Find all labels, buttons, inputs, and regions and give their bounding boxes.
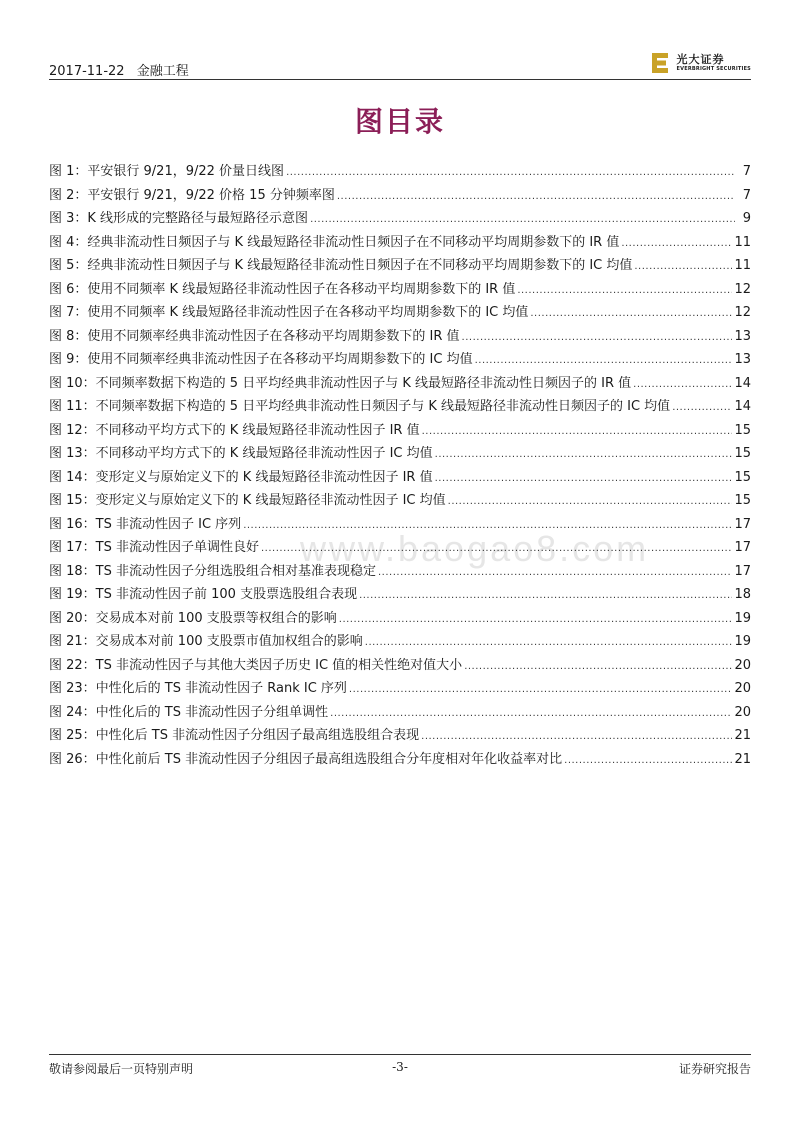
toc-entry-page[interactable]: 7 (742, 164, 751, 179)
toc-entry-label[interactable]: 图 19：TS 非流动性因子前 100 支股票选股组合表现 (49, 587, 358, 602)
toc-entry[interactable] (49, 466, 751, 490)
toc-entry-label[interactable]: 图 7：使用不同频率 K 线最短路径非流动性因子在各移动平均周期参数下的 IC 均值 (49, 305, 529, 320)
toc-entry-label[interactable]: 图 3：K 线形成的完整路径与最短路径示意图 (49, 211, 309, 226)
toc-entry[interactable] (49, 395, 751, 419)
toc-entry[interactable] (49, 536, 751, 560)
toc-dot-leader (517, 285, 732, 296)
toc-entry-label[interactable]: 图 24：中性化后的 TS 非流动性因子分组单调性 (49, 704, 329, 720)
toc-dot-leader (462, 332, 733, 343)
toc-dot-leader (633, 379, 732, 390)
toc-entry-page[interactable]: 13 (734, 352, 751, 367)
toc-dot-leader (621, 238, 732, 249)
header-divider (49, 79, 751, 80)
page-title: 图目录 (354, 105, 445, 138)
toc-entry-label[interactable]: 图 4：经典非流动性日频因子与 K 线最短路径非流动性日频因子在不同移动平均周期参数下的 IR 值 (49, 234, 620, 250)
toc-entry-label[interactable]: 图 2：平安银行 9/21，9/22 价格 15 分钟频率图 (49, 187, 335, 203)
footer-divider (49, 1054, 751, 1055)
toc-dot-leader (564, 755, 732, 766)
toc-entry-label[interactable]: 图 1：平安银行 9/21，9/22 价量日线图 (49, 164, 285, 179)
toc-entry[interactable] (49, 583, 751, 607)
toc-entry[interactable] (49, 442, 751, 466)
toc-dot-leader (475, 355, 733, 366)
toc-entry-page[interactable]: 18 (734, 587, 751, 602)
toc-dot-leader (448, 496, 733, 507)
toc-entry-page[interactable]: 21 (734, 751, 751, 767)
page-header (49, 52, 751, 80)
toc-entry-page[interactable]: 14 (734, 399, 751, 414)
toc-entry-page[interactable]: 7 (742, 187, 751, 203)
toc-entry[interactable] (49, 254, 751, 278)
toc-entry[interactable] (49, 325, 751, 349)
toc-dot-leader (530, 308, 732, 319)
toc-entry-label[interactable]: 图 18：TS 非流动性因子分组选股组合相对基准表现稳定 (49, 563, 376, 579)
toc-entry-page[interactable]: 12 (734, 305, 751, 320)
toc-entry-label[interactable]: 图 6：使用不同频率 K 线最短路径非流动性因子在各移动平均周期参数下的 IR 值 (49, 281, 516, 297)
toc-entry-label[interactable]: 图 15：变形定义与原始定义下的 K 线最短路径非流动性因子 IC 均值 (49, 493, 446, 508)
toc-dot-leader (464, 661, 732, 672)
toc-dot-leader (365, 637, 733, 648)
toc-entry[interactable] (49, 513, 751, 537)
toc-entry[interactable] (49, 207, 751, 231)
toc-entry[interactable] (49, 372, 751, 396)
toc-entry-page[interactable]: 19 (734, 634, 751, 649)
toc-entry-page[interactable]: 17 (734, 563, 751, 579)
toc-entry-page[interactable]: 15 (734, 422, 751, 438)
toc-dot-leader (261, 543, 732, 554)
toc-dot-leader (378, 567, 732, 578)
footer-page-number: -3- (392, 1060, 408, 1074)
toc-dot-leader (421, 731, 732, 742)
toc-entry-label[interactable]: 图 23：中性化后的 TS 非流动性因子 Rank IC 序列 (49, 681, 347, 696)
toc-entry[interactable] (49, 348, 751, 372)
toc-dot-leader (672, 402, 732, 413)
toc-entry-page[interactable]: 20 (734, 704, 751, 720)
toc-entry-page[interactable]: 19 (734, 610, 751, 626)
toc-entry-label[interactable]: 图 26：中性化前后 TS 非流动性因子分组因子最高组选股组合分年度相对年化收益率对比 (49, 751, 563, 767)
toc-dot-leader (339, 614, 733, 625)
toc-entry-page[interactable]: 20 (734, 681, 751, 696)
toc-entry-label[interactable]: 图 12：不同移动平均方式下的 K 线最短路径非流动性因子 IR 值 (49, 422, 420, 438)
toc-entry-page[interactable]: 11 (734, 234, 751, 250)
toc-dot-leader (359, 590, 732, 601)
toc-entry[interactable] (49, 419, 751, 443)
toc-entry[interactable] (49, 560, 751, 584)
toc-entry-label[interactable]: 图 14：变形定义与原始定义下的 K 线最短路径非流动性因子 IR 值 (49, 469, 433, 485)
toc-entry-page[interactable]: 9 (742, 211, 751, 226)
toc-entry-label[interactable]: 图 20：交易成本对前 100 支股票等权组合的影响 (49, 610, 337, 626)
toc-entry-label[interactable]: 图 9：使用不同频率经典非流动性因子在各移动平均周期参数下的 IC 均值 (49, 352, 473, 367)
toc-entry-page[interactable]: 11 (734, 258, 751, 273)
toc-entry[interactable] (49, 654, 751, 678)
toc-entry-page[interactable]: 13 (734, 328, 751, 344)
toc-entry-label[interactable]: 图 11：不同频率数据下构造的 5 日平均经典非流动性日频因子与 K 线最短路径非流动性日频因子的 IC 均值 (49, 399, 671, 414)
toc-dot-leader (422, 426, 733, 437)
report-date: 2017-11-22 (49, 64, 125, 79)
toc-entry-page[interactable]: 15 (734, 493, 751, 508)
toc-entry[interactable] (49, 630, 751, 654)
logo-cn-text: 光大证券 (676, 53, 725, 66)
toc-entry-page[interactable]: 12 (734, 281, 751, 297)
toc-entry[interactable] (49, 184, 751, 208)
toc-entry[interactable] (49, 677, 751, 701)
toc-entry[interactable] (49, 231, 751, 255)
toc-entry-page[interactable]: 17 (734, 516, 751, 532)
toc-dot-leader (310, 214, 735, 225)
everbright-logo (650, 52, 751, 74)
toc-entry[interactable] (49, 278, 751, 302)
everbright-logo-icon (650, 52, 672, 74)
toc-entry-label[interactable]: 图 25：中性化后 TS 非流动性因子分组因子最高组选股组合表现 (49, 728, 420, 743)
toc-entry[interactable] (49, 701, 751, 725)
toc-entry-label[interactable]: 图 8：使用不同频率经典非流动性因子在各移动平均周期参数下的 IR 值 (49, 328, 460, 344)
report-category: 金融工程 (136, 64, 189, 79)
footer-disclaimer: 敬请参阅最后一页特别声明 (49, 1062, 194, 1076)
toc-entry[interactable] (49, 301, 751, 325)
toc-entry-page[interactable]: 14 (734, 375, 751, 391)
toc-entry-label[interactable]: 图 16：TS 非流动性因子 IC 序列 (49, 516, 242, 532)
toc-entry-page[interactable]: 20 (734, 657, 751, 673)
toc-dot-leader (337, 191, 735, 202)
toc-entry-label[interactable]: 图 17：TS 非流动性因子单调性良好 (49, 540, 259, 555)
toc-entry-label[interactable]: 图 10：不同频率数据下构造的 5 日平均经典非流动性因子与 K 线最短路径非流动性日频因子的 IR 值 (49, 375, 632, 391)
logo-en-text: EVERBRIGHT SECURITIES (676, 66, 751, 72)
toc-entry-page[interactable]: 15 (734, 469, 751, 485)
toc-entry[interactable] (49, 724, 751, 748)
footer-report-type: 证券研究报告 (678, 1062, 751, 1076)
toc-entry-label[interactable]: 图 13：不同移动平均方式下的 K 线最短路径非流动性因子 IC 均值 (49, 446, 433, 461)
watermark: www.baogao8.com (300, 528, 650, 569)
toc-entry-label[interactable]: 图 21：交易成本对前 100 支股票市值加权组合的影响 (49, 634, 363, 649)
toc-entry-page[interactable]: 15 (734, 446, 751, 461)
toc-dot-leader (634, 261, 732, 272)
toc-entry[interactable] (49, 748, 751, 772)
toc-dot-leader (349, 684, 733, 695)
toc-entry[interactable] (49, 489, 751, 513)
toc-entry-label[interactable]: 图 22：TS 非流动性因子与其他大类因子历史 IC 值的相关性绝对值大小 (49, 657, 463, 673)
toc-entry[interactable] (49, 607, 751, 631)
toc-entry[interactable] (49, 160, 751, 184)
toc-dot-leader (286, 167, 735, 178)
toc-entry-page[interactable]: 17 (734, 540, 751, 555)
toc-entry-label[interactable]: 图 5：经典非流动性日频因子与 K 线最短路径非流动性日频因子在不同移动平均周期参数下的 IC 均值 (49, 258, 633, 273)
toc-dot-leader (330, 708, 732, 719)
toc-dot-leader (435, 473, 733, 484)
toc-dot-leader (243, 520, 732, 531)
toc-entry-page[interactable]: 21 (734, 728, 751, 743)
toc-dot-leader (435, 449, 733, 460)
figure-toc-list (49, 160, 751, 771)
